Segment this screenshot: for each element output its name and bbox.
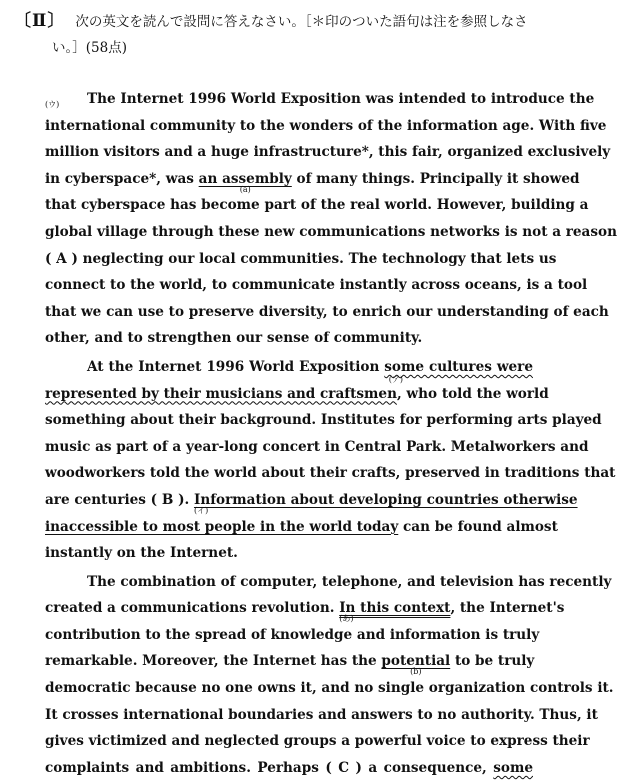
p1-line: million visitors and a huge infrastructure*, this fair, organized exclusively	[45, 144, 611, 161]
p1-line: other, and to strengthen our sense of community.	[45, 330, 423, 347]
p1-line: international community to the wonders of the information age. With five	[45, 117, 607, 134]
question-number: 〔Ⅱ〕	[14, 11, 66, 31]
p1-line: that cyberspace has become part of the real world. However, building a	[45, 197, 589, 214]
wavy-phrase-a-end	[45, 374, 403, 402]
passage	[45, 86, 617, 781]
p2-line	[45, 514, 558, 541]
underlined-phrase-a	[198, 170, 292, 194]
p2-text: are centuries ( B ).	[45, 491, 194, 508]
p1-line: global village through these new communications networks is not a reason	[45, 223, 617, 240]
p3-text: , the Internet's	[450, 600, 565, 617]
paragraph-2	[45, 354, 616, 567]
wavy-text: some	[493, 759, 533, 776]
p3-line	[45, 648, 533, 675]
p2-line: music as part of a year-long concert in Central Park. Metalworkers and	[45, 438, 589, 455]
underlined-phrase-i-start	[193, 491, 578, 515]
p3-text: to be truly	[450, 653, 535, 670]
phrase-a-text: an assembly	[198, 170, 292, 187]
marker-a-hira: (あ)	[339, 614, 354, 624]
instruction-line-1: 次の英文を読んで設問に答えなさい。［＊印のついた語句は注を参照しなさ	[75, 14, 528, 30]
p2-text: can be found almost	[398, 518, 558, 535]
p3-line: The combination of computer, telephone, and television has recently	[87, 573, 612, 590]
p2-text: At the Internet 1996 World Exposition	[87, 358, 385, 375]
underlined-phrase-i-end: inaccessible to most people in the world today	[45, 518, 399, 535]
double-underlined-phrase-a	[339, 600, 451, 624]
p2-line	[45, 354, 533, 381]
p1-line: ( A ) neglecting our local communities. The technology that lets us	[45, 250, 557, 267]
p3-line: gives victimized and neglected groups a powerful voice to express their	[45, 733, 590, 750]
question-header	[14, 8, 546, 61]
p3-text: remarkable. Moreover, the Internet has the	[45, 653, 382, 670]
phrase-text: In this context	[339, 600, 451, 617]
p3-line: It crosses international boundaries and answers to no authority. Thus, it	[45, 706, 598, 723]
p1-line: that we can use to preserve diversity, to enrich our understanding of each	[45, 303, 609, 320]
p2-text: , who told the world	[396, 385, 549, 402]
p3-line: contribution to the spread of knowledge and information is truly	[45, 626, 540, 643]
p1-text: of many things. Principally it showed	[291, 170, 580, 187]
marker-i-kana: (イ)	[193, 505, 209, 515]
phrase-i-text: Information about developing countries otherwise	[193, 491, 578, 508]
marker-u-kana: (ウ)	[45, 100, 60, 109]
p1-line	[45, 166, 580, 194]
p3-text: complaints and ambitions. Perhaps ( C ) a consequence,	[45, 759, 494, 776]
p3-line	[45, 595, 565, 624]
p1-line: The Internet 1996 World Exposition was intended to introduce the	[87, 91, 595, 107]
marker-a: (a)	[239, 184, 251, 194]
wavy-phrase-a-start: some cultures were	[384, 358, 533, 375]
marker-b: (b)	[410, 667, 422, 677]
instruction-line-2: い。］(58点)	[52, 40, 127, 56]
p2-line: woodworkers told the world about their crafts, preserved in traditions that	[45, 465, 616, 482]
p2-line	[45, 374, 549, 408]
marker-a-kana: (ア)	[388, 374, 403, 384]
p2-line: something about their background. Institutes for performing arts played	[45, 412, 602, 429]
phrase-b-text: potential	[381, 653, 451, 670]
p3-text: created a communications revolution.	[45, 600, 340, 617]
p1-text: in cyberspace*, was	[45, 170, 199, 187]
p3-line: democratic because no one owns it, and no single organization controls it.	[45, 680, 614, 697]
wavy-text: represented by their musicians and craftsmen	[45, 385, 397, 402]
underlined-phrase-b	[381, 653, 451, 677]
p2-line: instantly on the Internet.	[45, 545, 238, 562]
paragraph-1	[45, 86, 617, 352]
p2-line	[45, 487, 578, 515]
p1-line: connect to the world, to communicate instantly across oceans, is a tool	[45, 277, 588, 294]
